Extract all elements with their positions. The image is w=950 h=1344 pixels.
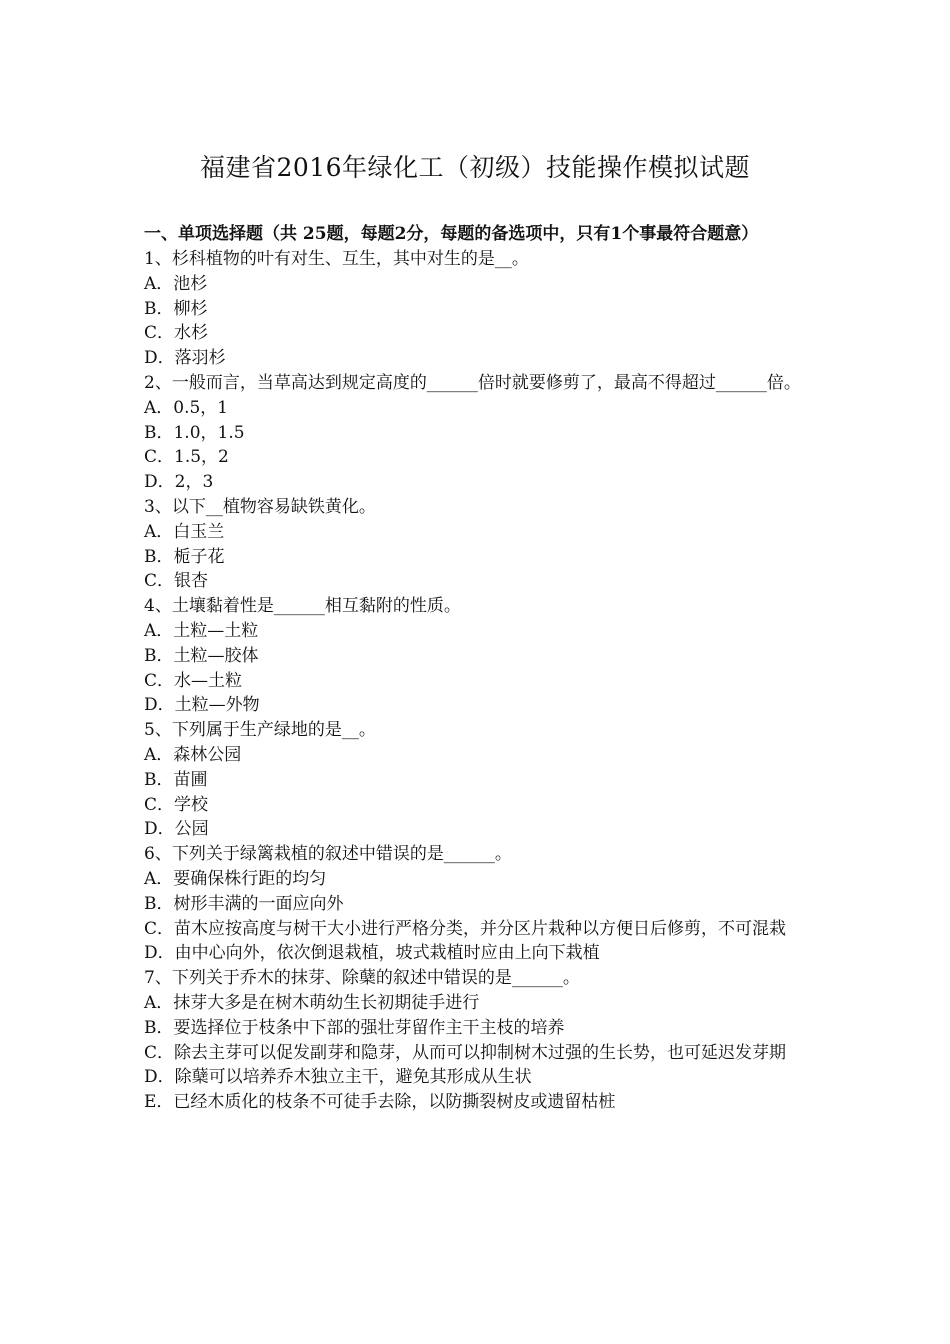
question-block: [144, 371, 810, 495]
answer-option: A．抹芽大多是在树木萌幼生长初期徒手进行: [144, 992, 480, 1013]
answer-option: C．1.5，2: [144, 447, 229, 468]
answer-option: E．已经木质化的枝条不可徒手去除，以防撕裂树皮或遗留枯桩: [144, 1092, 616, 1113]
answer-option: D．落羽杉: [144, 348, 226, 369]
answer-option: D．土粒—外物: [144, 695, 260, 716]
answer-option: C．苗木应按高度与树干大小进行严格分类，并分区片栽种以方便日后修剪，不可混栽: [144, 918, 787, 939]
question-text: 3、以下__植物容易缺铁黄化。: [144, 496, 376, 517]
answer-option: A．0.5，1: [144, 397, 229, 418]
question-block: [144, 247, 810, 371]
question-text: 6、下列关于绿篱栽植的叙述中错误的是______。: [144, 844, 512, 865]
answer-option: A．森林公园: [144, 744, 242, 765]
question-block: [144, 495, 810, 594]
answer-option: C．水杉: [144, 323, 209, 344]
document-body: [144, 222, 810, 1115]
question-block: [144, 842, 810, 966]
question-text: 5、下列属于生产绿地的是__。: [144, 720, 376, 741]
answer-option: D．由中心向外，依次倒退栽植，坡式栽植时应由上向下栽植: [144, 943, 600, 964]
question-text: 7、下列关于乔木的抹芽、除蘖的叙述中错误的是______。: [144, 968, 580, 989]
answer-option: D．除蘖可以培养乔木独立主干，避免其形成从生状: [144, 1067, 532, 1088]
answer-option: B．树形丰满的一面应向外: [144, 893, 344, 914]
answer-option: C．学校: [144, 794, 209, 815]
answer-option: A．土粒—土粒: [144, 620, 259, 641]
answer-option: A．要确保株行距的均匀: [144, 868, 327, 889]
answer-option: B．土粒—胶体: [144, 645, 259, 666]
answer-option: D．2，3: [144, 472, 214, 493]
answer-option: A．池杉: [144, 273, 208, 294]
answer-option: B．栀子花: [144, 546, 225, 567]
answer-option: B．要选择位于枝条中下部的强壮芽留作主干主枝的培养: [144, 1017, 565, 1038]
question-block: [144, 966, 810, 1115]
answer-option: B．柳杉: [144, 298, 208, 319]
question-text: 1、杉科植物的叶有对生、互生，其中对生的是__。: [144, 249, 529, 269]
section-heading: 一、单项选择题（共 25题，每题2分，每题的备选项中，只有1个事最符合题意）: [144, 224, 759, 244]
document-title: 福建省2016年绿化工（初级）技能操作模拟试题: [199, 153, 751, 182]
answer-option: D．公园: [144, 819, 209, 840]
question-block: [144, 718, 810, 842]
answer-option: A．白玉兰: [144, 521, 225, 542]
question-text: 4、土壤黏着性是______相互黏附的性质。: [144, 596, 461, 617]
answer-option: C．除去主芽可以促发副芽和隐芽，从而可以抑制树木过强的生长势，也可延迟发芽期: [144, 1042, 787, 1063]
question-text: 2、一般而言，当草高达到规定高度的______倍时就要修剪了，最高不得超过______倍。: [144, 372, 801, 393]
question-block: [144, 594, 810, 718]
answer-option: B．苗圃: [144, 769, 208, 790]
answer-option: C．银杏: [144, 571, 209, 592]
answer-option: B．1.0，1.5: [144, 422, 245, 443]
answer-option: C．水—土粒: [144, 670, 243, 691]
